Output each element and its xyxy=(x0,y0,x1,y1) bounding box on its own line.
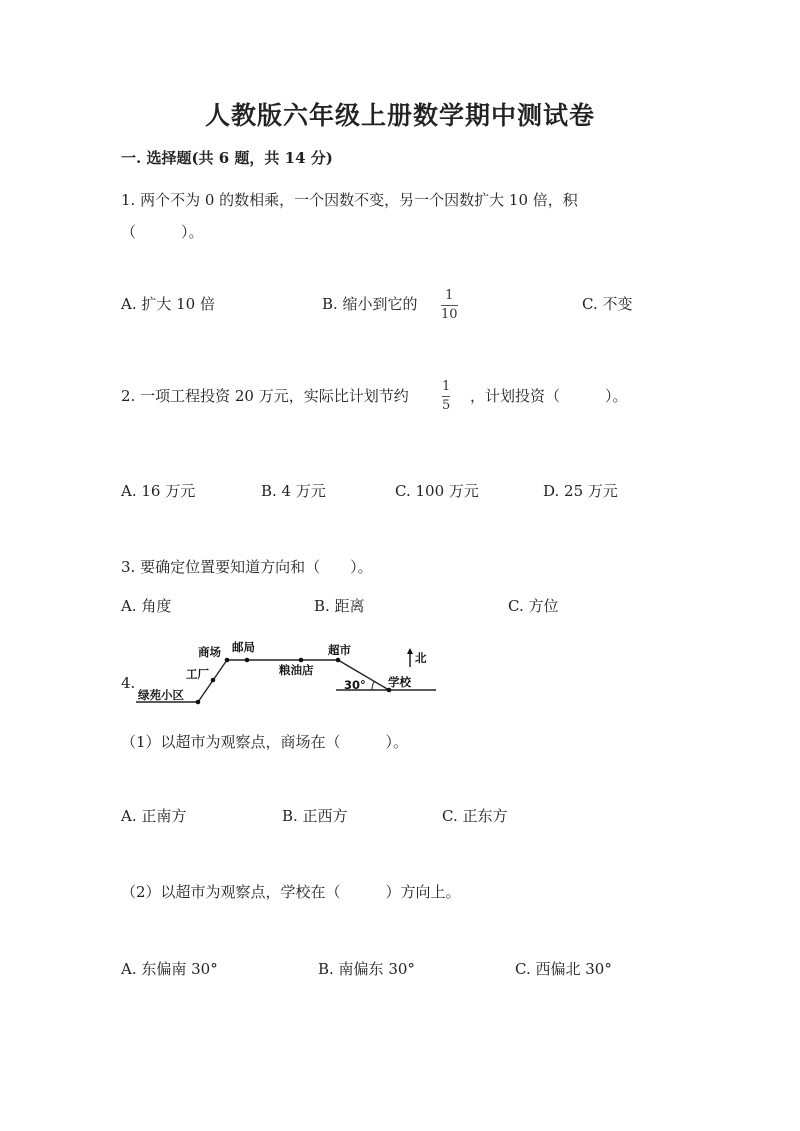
q3-option-b[interactable]: B. 距离 xyxy=(314,597,365,615)
q4-sub1-stem: （1）以超市为观察点，商场在（ ）。 xyxy=(121,733,409,751)
q3-stem: 3. 要确定位置要知道方向和（ ）。 xyxy=(121,558,373,576)
q1-option-a[interactable]: A. 扩大 10 倍 xyxy=(121,295,215,313)
fraction-bar xyxy=(441,305,458,306)
q2-option-a[interactable]: A. 16 万元 xyxy=(121,482,196,500)
q1-stem-line1: 1. 两个不为 0 的数相乘，一个因数不变，另一个因数扩大 10 倍，积 xyxy=(121,191,578,209)
q1-option-c[interactable]: C. 不变 xyxy=(582,295,633,313)
point-shangchang xyxy=(225,658,230,663)
q4-sub2-stem: （2）以超市为观察点，学校在（ ）方向上。 xyxy=(121,883,461,901)
label-liangyoudian: 粮油店 xyxy=(279,663,314,677)
q4-sub2-option-c[interactable]: C. 西偏北 30° xyxy=(515,960,612,978)
q2-option-c[interactable]: C. 100 万元 xyxy=(395,482,479,500)
q4-sub1-option-b[interactable]: B. 正西方 xyxy=(282,807,348,825)
q2-fraction xyxy=(442,380,450,413)
q4-number: 4. xyxy=(121,674,136,692)
q1-stem-line2: （ ）。 xyxy=(121,223,204,241)
fraction-numerator: 1 xyxy=(445,288,454,303)
q4-sub2-option-a[interactable]: A. 东偏南 30° xyxy=(121,960,218,978)
fraction-denominator: 5 xyxy=(442,398,451,413)
q1-fraction xyxy=(441,289,458,322)
q3-option-a[interactable]: A. 角度 xyxy=(121,597,172,615)
label-youju: 邮局 xyxy=(232,640,255,654)
q4-sub2-option-b[interactable]: B. 南偏东 30° xyxy=(318,960,415,978)
fraction-denominator: 10 xyxy=(441,307,458,322)
page-title: 人教版六年级上册数学期中测试卷 xyxy=(204,101,595,130)
point-chaoshi xyxy=(336,658,341,663)
label-shangchang: 商场 xyxy=(198,645,221,659)
q2-stem-part1: 2. 一项工程投资 20 万元，实际比计划节约 xyxy=(121,387,409,405)
q4-sub1-option-a[interactable]: A. 正南方 xyxy=(121,807,187,825)
q4-location-map xyxy=(136,637,436,709)
label-gongchang: 工厂 xyxy=(186,667,209,681)
q4-sub1-option-c[interactable]: C. 正东方 xyxy=(442,807,508,825)
q2-stem-part2: ，计划投资（ ）。 xyxy=(470,387,628,405)
q1-option-b[interactable]: B. 缩小到它的 xyxy=(322,295,418,313)
north-arrowhead-icon xyxy=(407,648,413,654)
point-gongchang xyxy=(211,678,216,683)
point-liangyoudian xyxy=(299,658,304,663)
q3-option-c[interactable]: C. 方位 xyxy=(508,597,559,615)
label-xuexiao: 学校 xyxy=(388,675,411,689)
fraction-numerator: 1 xyxy=(442,379,451,394)
q2-option-b[interactable]: B. 4 万元 xyxy=(261,482,326,500)
label-north: 北 xyxy=(415,651,427,665)
fraction-bar xyxy=(442,396,450,397)
label-chaoshi: 超市 xyxy=(328,643,351,657)
section-heading: 一. 选择题(共 6 题，共 14 分) xyxy=(121,149,333,167)
point-youju xyxy=(245,658,250,663)
label-angle: 30° xyxy=(344,678,366,692)
q2-option-d[interactable]: D. 25 万元 xyxy=(543,482,618,500)
point-lvyuan xyxy=(196,700,201,705)
label-lvyuan: 绿苑小区 xyxy=(138,688,184,702)
angle-arc xyxy=(372,681,375,690)
